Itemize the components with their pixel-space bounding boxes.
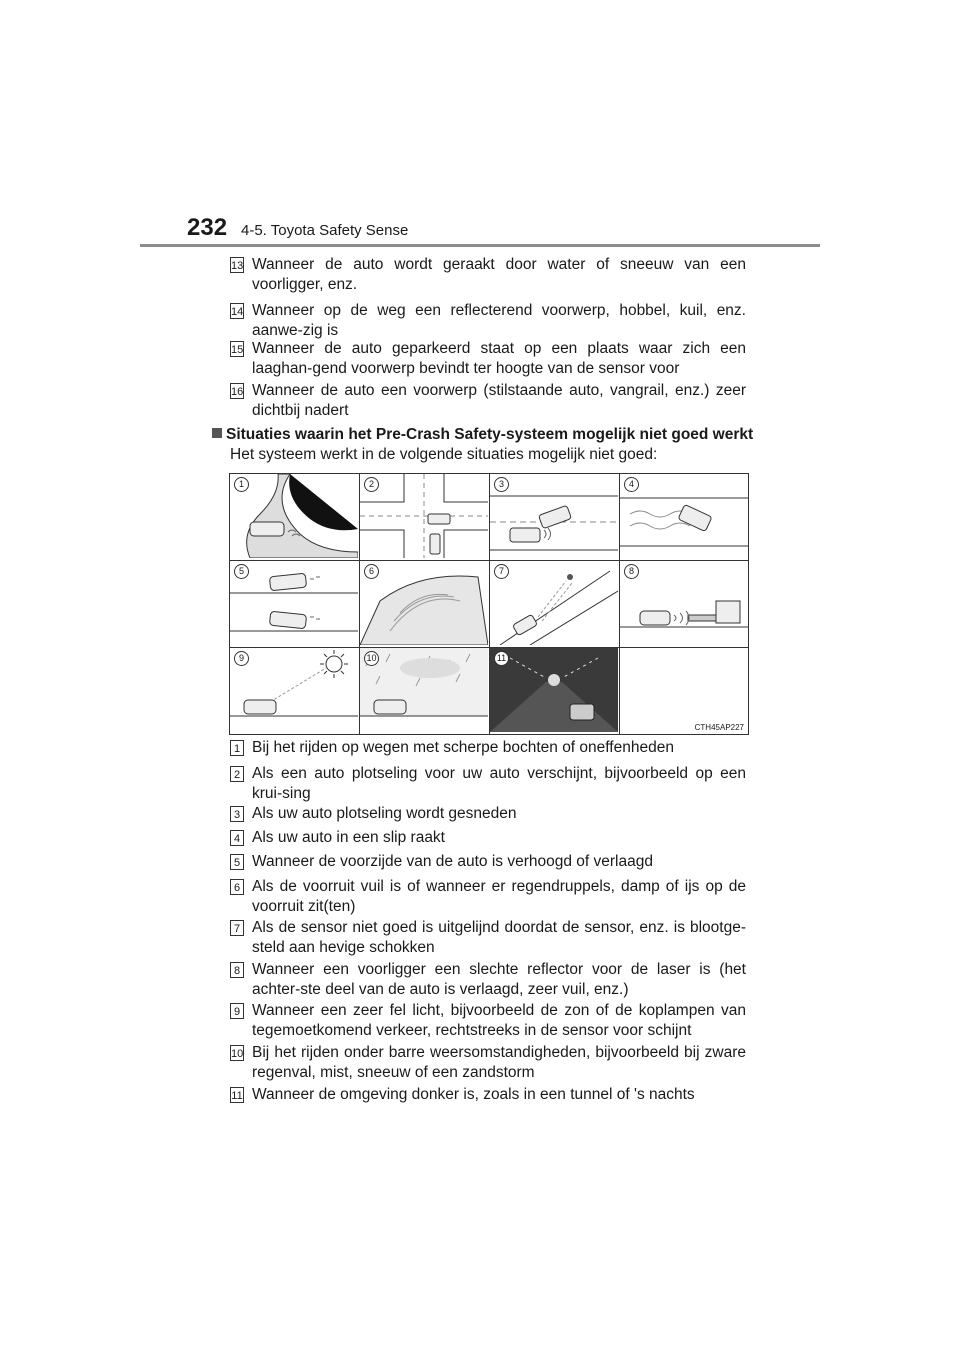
item-number-badge: 15 — [230, 341, 244, 357]
list-item-text: Als de sensor niet goed is uitgelijnd doordat de sensor, enz. is blootge-steld aan hevige schokken — [252, 919, 746, 956]
bad-weather-illustration — [360, 648, 488, 732]
crossing-illustration — [360, 474, 488, 558]
list-item-text: Als een auto plotseling voor uw auto verschijnt, bijvoorbeeld op een krui-sing — [252, 765, 746, 802]
list-item — [230, 1001, 746, 1041]
panel-number: 1 — [234, 477, 249, 492]
panel-pitch — [230, 561, 358, 645]
item-number-badge: 8 — [230, 962, 244, 978]
item-number-badge: 16 — [230, 383, 244, 399]
list-item-text: Wanneer de auto een voorwerp (stilstaande auto, vangrail, enz.) zeer dichtbij nadert — [252, 382, 746, 419]
list-item — [230, 828, 746, 848]
list-item-text: Wanneer op de weg een reflecterend voorwerp, hobbel, kuil, enz. aanwe-zig is — [252, 302, 746, 339]
panel-crossing — [360, 474, 488, 558]
item-number-badge: 7 — [230, 920, 244, 936]
item-number-badge: 3 — [230, 806, 244, 822]
list-item — [230, 804, 746, 824]
panel-empty — [620, 648, 748, 732]
cut-in-illustration — [490, 474, 618, 558]
list-item — [230, 1085, 746, 1105]
panel-bad-weather — [360, 648, 488, 732]
list-item — [230, 877, 746, 917]
list-item-text: Wanneer een zeer fel licht, bijvoorbeeld de zon of de koplampen van tegemoetkomend verkeer, rechtstreeks in de sensor voor schijnt — [252, 1002, 746, 1039]
panel-cut-in — [490, 474, 618, 558]
panel-sharp-curve — [230, 474, 358, 558]
list-item — [230, 339, 746, 379]
darkness-illustration — [490, 648, 618, 732]
panel-skid — [620, 474, 748, 558]
panel-windshield — [360, 561, 488, 645]
square-bullet-icon — [212, 428, 222, 438]
list-item — [230, 918, 746, 958]
panel-number: 10 — [364, 651, 379, 666]
panel-number: 9 — [234, 651, 249, 666]
item-number-badge: 6 — [230, 879, 244, 895]
panel-number: 7 — [494, 564, 509, 579]
skid-illustration — [620, 474, 748, 558]
list-item — [230, 381, 746, 421]
windshield-illustration — [360, 561, 488, 645]
list-item-text: Bij het rijden op wegen met scherpe bochten of oneffenheden — [252, 739, 674, 756]
panel-number: 3 — [494, 477, 509, 492]
bright-light-illustration — [230, 648, 358, 732]
intro-text: Het systeem werkt in de volgende situaties mogelijk niet goed: — [230, 446, 658, 463]
list-item-text: Wanneer de omgeving donker is, zoals in een tunnel of 's nachts — [252, 1086, 695, 1103]
item-number-badge: 2 — [230, 766, 244, 782]
poor-reflector-illustration — [620, 561, 748, 645]
item-number-badge: 11 — [230, 1087, 244, 1103]
item-number-badge: 14 — [230, 303, 244, 319]
panel-number: 2 — [364, 477, 379, 492]
situations-figure — [229, 473, 749, 735]
list-item — [230, 960, 746, 1000]
list-item-text: Als uw auto plotseling wordt gesneden — [252, 805, 517, 822]
pitch-illustration — [230, 561, 358, 645]
list-item-text: Wanneer de voorzijde van de auto is verhoogd of verlaagd — [252, 853, 653, 870]
item-number-badge: 10 — [230, 1045, 244, 1061]
subheading-text: Situaties waarin het Pre-Crash Safety-systeem mogelijk niet goed werkt — [226, 426, 754, 443]
list-item-text: Bij het rijden onder barre weersomstandigheden, bijvoorbeeld bij zware regenval, mist, sneeuw of een zandstorm — [252, 1044, 746, 1081]
list-item-text: Als uw auto in een slip raakt — [252, 829, 445, 846]
list-item-text: Als de voorruit vuil is of wanneer er regendruppels, damp of ijs op de voorruit zit(ten) — [252, 878, 746, 915]
item-number-badge: 9 — [230, 1003, 244, 1019]
section-title: 4-5. Toyota Safety Sense — [241, 222, 409, 239]
item-number-badge: 4 — [230, 830, 244, 846]
panel-number: 8 — [624, 564, 639, 579]
panel-number: 5 — [234, 564, 249, 579]
panel-bright-light — [230, 648, 358, 732]
header-divider — [140, 244, 820, 247]
panel-darkness — [490, 648, 618, 732]
list-item-text: Wanneer een voorligger een slechte reflector voor de laser is (het achter-ste deel van de auto is verlaagd, zeer vuil, enz.) — [252, 961, 746, 998]
list-item — [230, 1043, 746, 1083]
misalignment-illustration — [490, 561, 618, 645]
page-number: 232 — [187, 214, 228, 241]
sharp-curve-illustration — [230, 474, 358, 558]
item-number-badge: 13 — [230, 257, 244, 273]
panel-number: 4 — [624, 477, 639, 492]
list-item — [230, 852, 746, 872]
list-item-text: Wanneer de auto geparkeerd staat op een plaats waar zich een laaghan-gend voorwerp bevindt ter hoogte van de sensor voor — [252, 340, 746, 377]
panel-poor-reflector — [620, 561, 748, 645]
list-item — [230, 738, 746, 758]
item-number-badge: 1 — [230, 740, 244, 756]
item-number-badge: 5 — [230, 854, 244, 870]
panel-misalignment — [490, 561, 618, 645]
subheading — [212, 426, 753, 444]
list-item — [230, 301, 746, 341]
list-item — [230, 255, 746, 295]
figure-code: CTH45AP227 — [694, 723, 744, 732]
panel-number: 11 — [494, 651, 509, 666]
list-item-text: Wanneer de auto wordt geraakt door water of sneeuw van een voorligger, enz. — [252, 256, 746, 293]
panel-number: 6 — [364, 564, 379, 579]
list-item — [230, 764, 746, 804]
